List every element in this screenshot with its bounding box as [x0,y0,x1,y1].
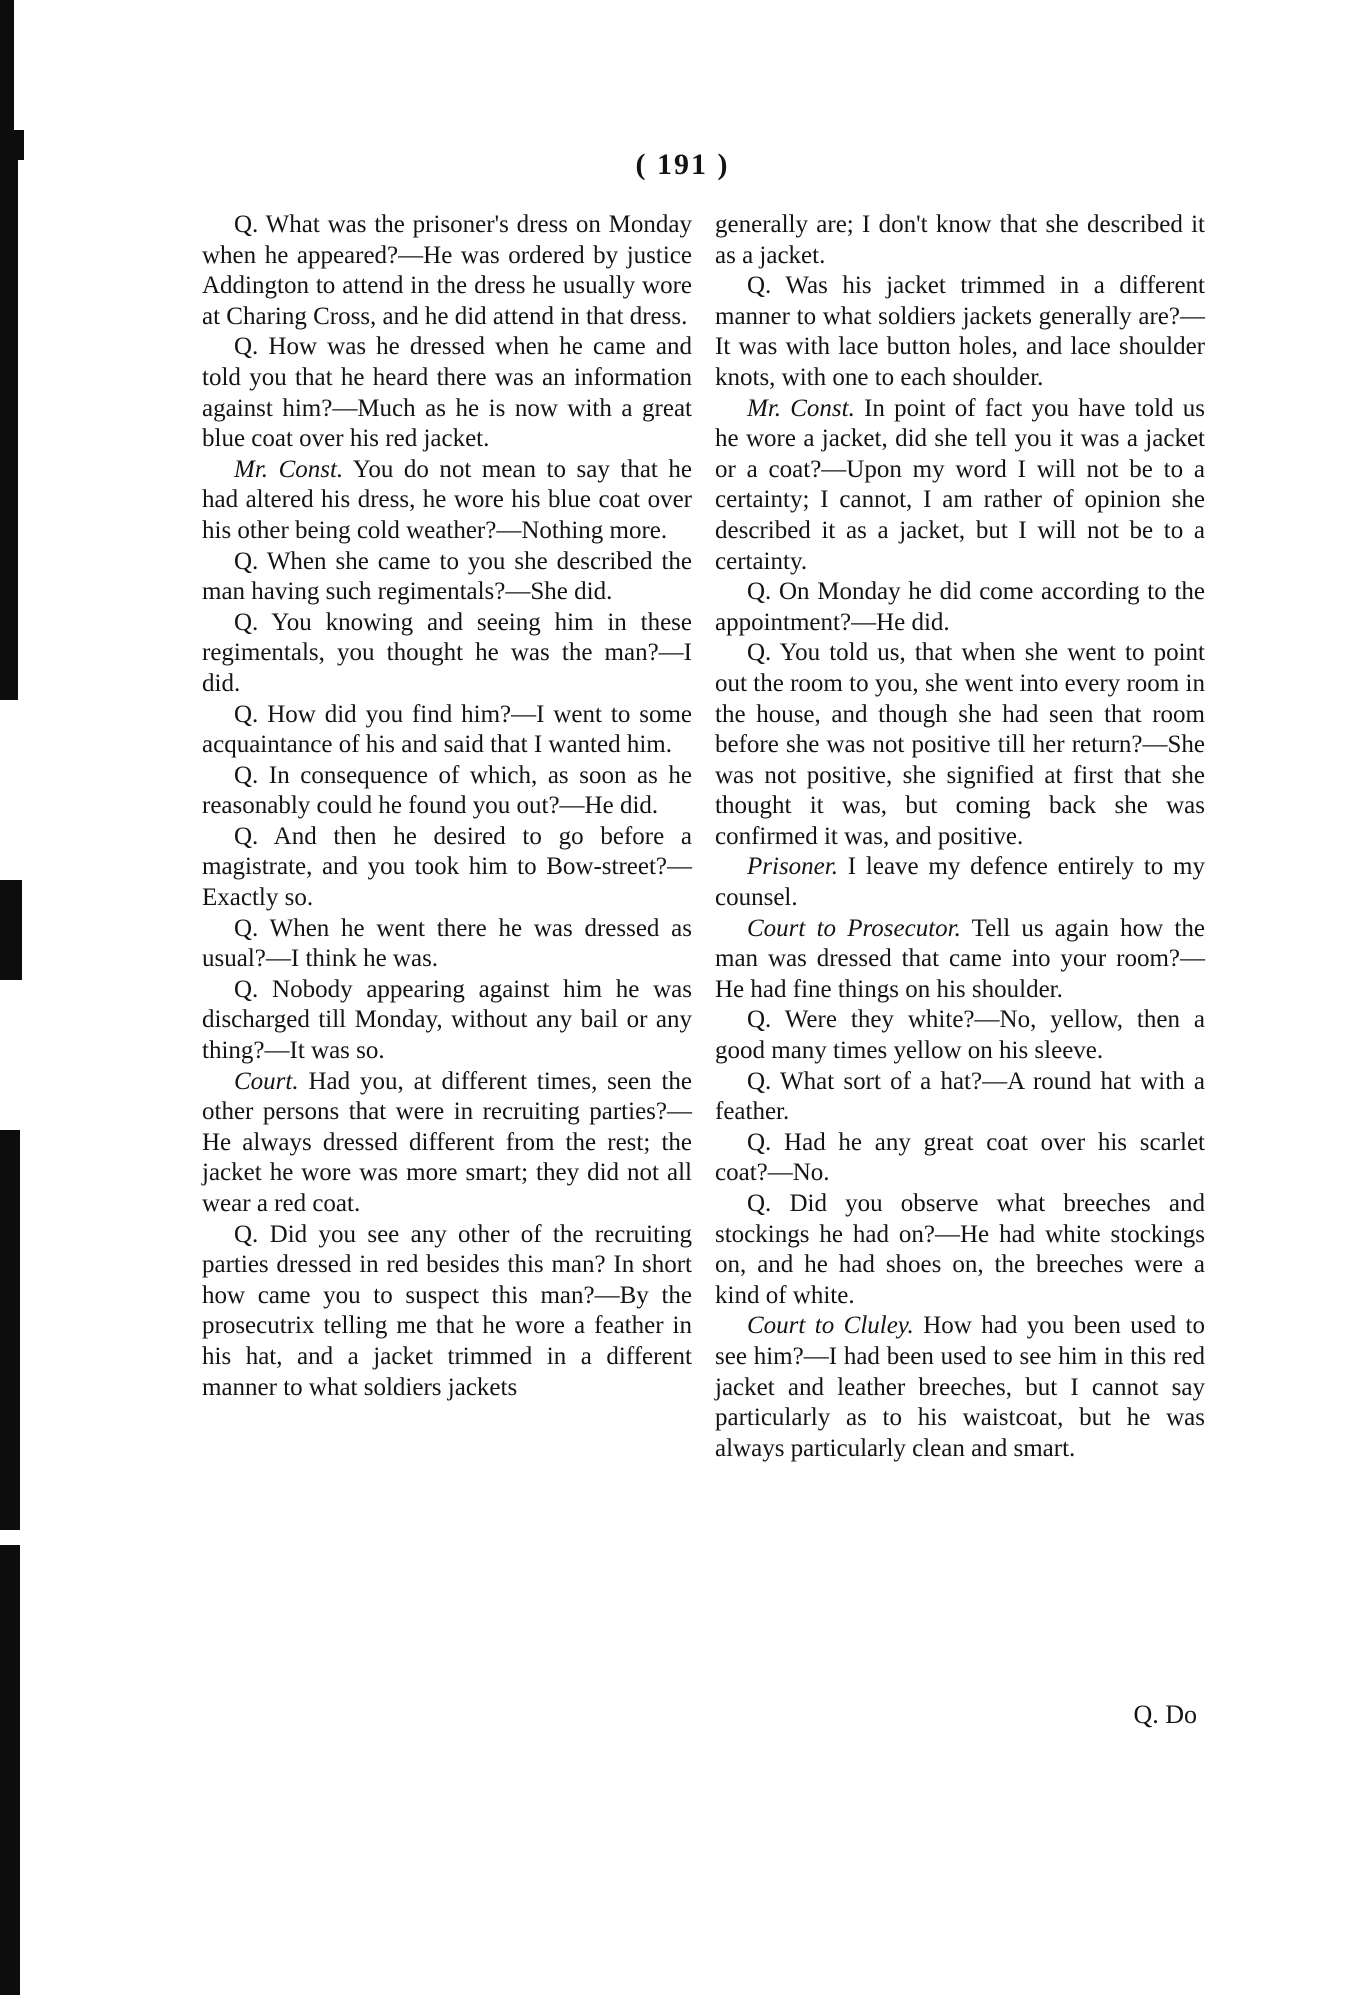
paragraph-text: Q. How did you find him?—I went to some acquaintance of his and said that I wanted him. [202,700,692,759]
transcript-paragraph [202,1067,692,1220]
paragraph-text: Tell us again how the man was dressed that came into your room?—He had fine things on his shoulder. [715,914,1205,1003]
transcript-paragraph [202,822,692,914]
speaker-label: Court to Prosecutor. [747,914,961,942]
paragraph-text: Q. When she came to you she described the man having such regimentals?—She did. [202,547,692,606]
paragraph-text: Q. Did you observe what breeches and stockings he had on?—He had white stockings on, and he had shoes on, the breeches were a kind of white. [715,1190,1205,1309]
binding-edge-bar [0,160,18,700]
speaker-label: Court. [234,1067,299,1095]
paragraph-text: I leave my defence entirely to my counsel. [715,853,1205,912]
paragraph-text: Q. You told us, that when she went to point out the room to you, she went into every room in the house, and though she had seen that room before she was not positive till her return?—She was not positive, she signified at first that she thought it was, but coming back she was confirmed it was, and positive. [715,639,1205,850]
transcript-paragraph [715,1005,1205,1066]
binding-edge-bar [0,1130,20,1530]
transcript-paragraph [715,1311,1205,1464]
paragraph-text: Q. You knowing and seeing him in these regimentals, you thought he was the man?—I did. [202,608,692,697]
transcript-paragraph [202,761,692,822]
paragraph-text: Q. On Monday he did come according to the appointment?—He did. [715,578,1205,636]
binding-edge-bar [0,880,22,980]
speaker-label: Mr. Const. [234,455,344,483]
transcript-paragraph [715,1189,1205,1311]
speaker-label: Court to Cluley. [747,1312,914,1340]
paragraph-text: Q. What sort of a hat?—A round hat with a feather. [715,1067,1205,1126]
transcript-paragraph [715,1128,1205,1189]
paragraph-text: How had you been used to see him?—I had been used to see him in this red jacket and leather breeches, but I cannot say particularly as to his waistcoat, but he was always particularly clean and smart. [715,1312,1206,1462]
paragraph-text: You do not mean to say that he had altered his dress, he wore his blue coat over his other being cold weather?—Nothing more. [202,455,692,544]
transcript-paragraph [202,700,692,761]
transcript-paragraph [202,1220,692,1404]
transcript-paragraph [202,210,692,332]
transcript-paragraph [715,394,1205,578]
paragraph-text: Had you, at different times, seen the other persons that were in recruiting parties?—He always dressed different from the rest; the jacket he wore was more smart; they did not all wear a red coat. [202,1067,692,1217]
transcript-paragraph [715,1067,1205,1128]
paragraph-text: Q. Had he any great coat over his scarlet coat?—No. [715,1128,1205,1187]
paragraph-text: Q. And then he desired to go before a magistrate, and you took him to Bow-street?—Exactly so. [202,822,692,912]
transcript-paragraph [202,547,692,608]
paragraph-text: Q. Nobody appearing against him he was discharged till Monday, without any bail or any thing?—It was so. [202,975,692,1065]
transcript-paragraph [715,638,1205,852]
transcript-paragraph [715,914,1205,1006]
paragraph-text: Q. How was he dressed when he came and told you that he heard there was an information against him?—Much as he is now with a great blue coat over his red jacket. [202,333,692,453]
transcript-paragraph [202,914,692,975]
binding-edge-bar [0,1545,20,1995]
paragraph-text: Q. In consequence of which, as soon as he reasonably could he found you out?—He did. [202,761,692,820]
catchword: Q. Do [1133,1700,1197,1729]
speaker-label: Prisoner. [747,853,838,881]
transcript-paragraph [202,455,692,547]
transcript-paragraph [715,210,1205,271]
left-column [202,210,692,1403]
transcript-paragraph [715,577,1205,638]
speaker-label: Mr. Const. [747,394,855,422]
right-column [715,210,1205,1464]
transcript-paragraph [202,975,692,1067]
paragraph-text: Q. Was his jacket trimmed in a different manner to what soldiers jackets generally are?—It was with lace button holes, and lace shoulder knots, with one to each shoulder. [715,272,1205,391]
transcript-paragraph [715,271,1205,393]
paragraph-text: generally are; I don't know that she described it as a jacket. [715,211,1205,269]
transcript-paragraph [202,608,692,700]
paragraph-text: Q. What was the prisoner's dress on Monday when he appeared?—He was ordered by justice Addington to attend in the dress he usually wore at Charing Cross, and he did attend in that dress. [202,211,692,330]
paragraph-text: Q. When he went there he was dressed as usual?—I think he was. [202,914,692,973]
paragraph-text: In point of fact you have told us he wore a jacket, did she tell you it was a jacket or a coat?—Upon my word I will not be to a certainty; I cannot, I am rather of opinion she described it as a jacket, but I will not be to a certainty. [715,394,1205,575]
page-number: ( 191 ) [635,148,730,181]
paragraph-text: Q. Were they white?—No, yellow, then a good many times yellow on his sleeve. [715,1006,1205,1065]
paragraph-text: Q. Did you see any other of the recruiting parties dressed in red besides this man? In short how came you to suspect this man?—By the prosecutrix telling me that he wore a feather in his hat, and a jacket trimmed in a different manner to what soldiers jackets [202,1220,692,1401]
transcript-paragraph [202,332,692,454]
transcript-paragraph [715,852,1205,913]
